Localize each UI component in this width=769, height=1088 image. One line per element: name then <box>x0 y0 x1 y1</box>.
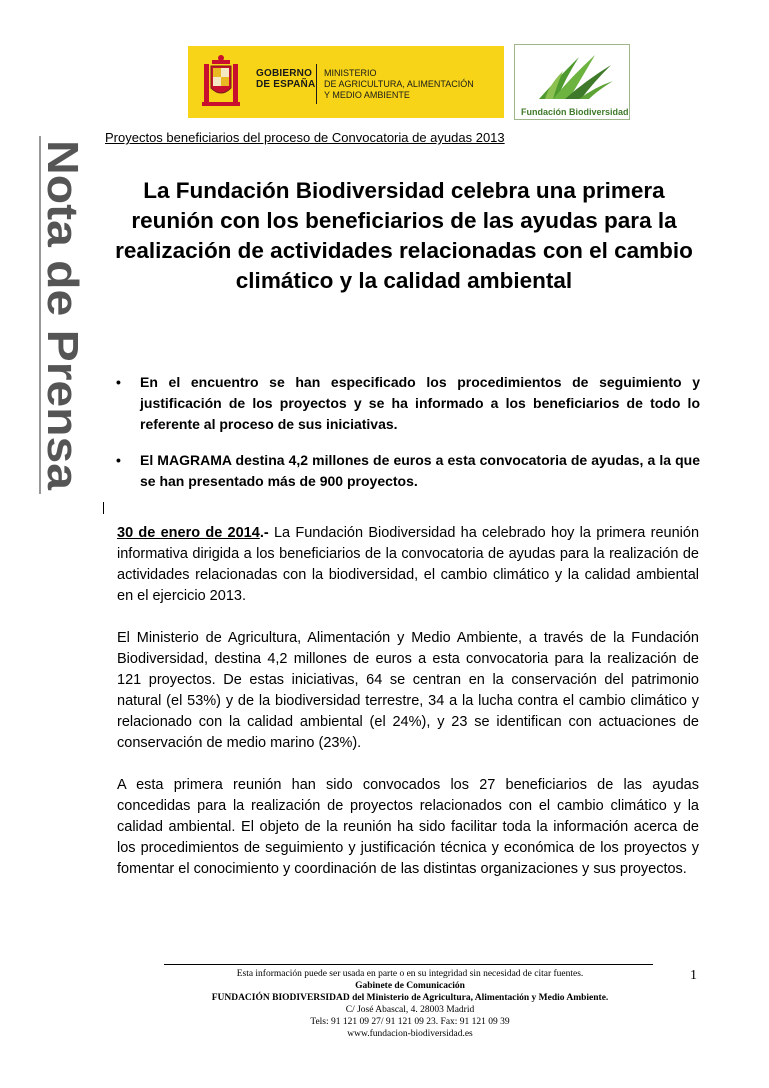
footer <box>160 968 660 1040</box>
page-number: 1 <box>690 968 697 983</box>
footer-organization: FUNDACIÓN BIODIVERSIDAD del Ministerio de Agricultura, Alimentación y Medio Ambiente. <box>211 993 609 1003</box>
ministry-line-3: Y MEDIO AMBIENTE <box>324 90 410 100</box>
bullet-icon: • <box>116 374 121 390</box>
paragraph-1-text: La Fundación Biodiversidad ha celebrado hoy la primera reunión informativa dirigida a los beneficiarios de la convocatoria de ayudas para la realización de actividades relacionadas con la biodiversidad, el cambio climático y la calidad ambiental en el ejercicio 2013. <box>117 525 700 604</box>
paragraph-3: A esta primera reunión han sido convocados los 27 beneficiarios de las ayudas concedidas para la realización de proyectos relacionados con el cambio climático y la calidad ambiental. El objeto de la reunión ha sido facilitar toda la información acerca de los procedimientos de seguimiento y justificación técnica y económica de los proyectos y fomentar el conocimiento y coordinación de las distintas organizaciones y sus proyectos. <box>117 777 699 877</box>
ministry-name <box>324 68 474 101</box>
bullet-text: En el encuentro se han especificado los procedimientos de seguimiento y justificación de los proyectos y se ha informado a los beneficiarios de todo lo referente al proceso de sus iniciativas. <box>140 374 700 432</box>
logo-divider <box>316 64 317 104</box>
foundation-logo <box>514 44 630 120</box>
government-logo <box>188 46 504 118</box>
article-body <box>117 523 699 901</box>
gov-line-1: GOBIERNO <box>256 68 313 79</box>
bullet-icon: • <box>116 452 121 468</box>
footer-disclaimer: Esta información puede ser usada en parte o en su integridad sin necesidad de citar fuentes. <box>236 969 584 979</box>
footer-address: C/ José Abascal, 4. 28003 Madrid <box>345 1005 475 1015</box>
coat-of-arms-icon <box>200 54 242 110</box>
paragraph-1 <box>117 523 699 607</box>
main-title: La Fundación Biodiversidad celebra una primera reunión con los beneficiarios de las ayudas para la realización de actividades relacionadas con el cambio climático y la calidad ambiental <box>115 178 693 293</box>
footer-divider <box>164 964 653 965</box>
side-label-text: Nota de Prensa <box>38 140 87 461</box>
list-item <box>110 450 700 492</box>
paragraph-2: El Ministerio de Agricultura, Alimentación y Medio Ambiente, a través de la Fundación Biodiversidad, destina 4,2 millones de euros a esta convocatoria para la realización de 121 proyectos. De estas iniciativas, 64 se centran en la conservación del patrimonio natural (el 53%) y de la biodiversidad terrestre, 34 a la lucha contra el cambio climático y relacionado con la calidad ambiental (el 24%), y 23 se identifican con actuaciones de conservación de medio marino (23%). <box>117 630 699 751</box>
dateline: 30 de enero de 2014 <box>117 525 260 541</box>
margin-marker <box>103 502 104 514</box>
foundation-name: Fundación Biodiversidad <box>521 107 629 117</box>
ministry-line-2: DE AGRICULTURA, ALIMENTACIÓN <box>324 79 474 89</box>
grass-icon <box>535 51 615 103</box>
footer-website: www.fundacion-biodiversidad.es <box>347 1029 473 1039</box>
government-name <box>256 68 315 90</box>
footer-office: Gabinete de Comunicación <box>355 981 465 991</box>
bullet-text: El MAGRAMA destina 4,2 millones de euros a esta convocatoria de ayudas, a la que se han presentado más de 900 proyectos. <box>140 452 700 489</box>
dateline-separator: .- <box>259 525 269 541</box>
footer-phones: Tels: 91 121 09 27/ 91 121 09 23. Fax: 91 121 09 39 <box>310 1017 510 1027</box>
list-item <box>110 372 700 435</box>
highlights-list <box>110 372 700 507</box>
side-label <box>38 136 90 494</box>
page-subtitle: Proyectos beneficiarios del proceso de Convocatoria de ayudas 2013 <box>105 130 505 145</box>
ministry-line-1: MINISTERIO <box>324 68 377 78</box>
gov-line-2: DE ESPAÑA <box>256 79 316 90</box>
